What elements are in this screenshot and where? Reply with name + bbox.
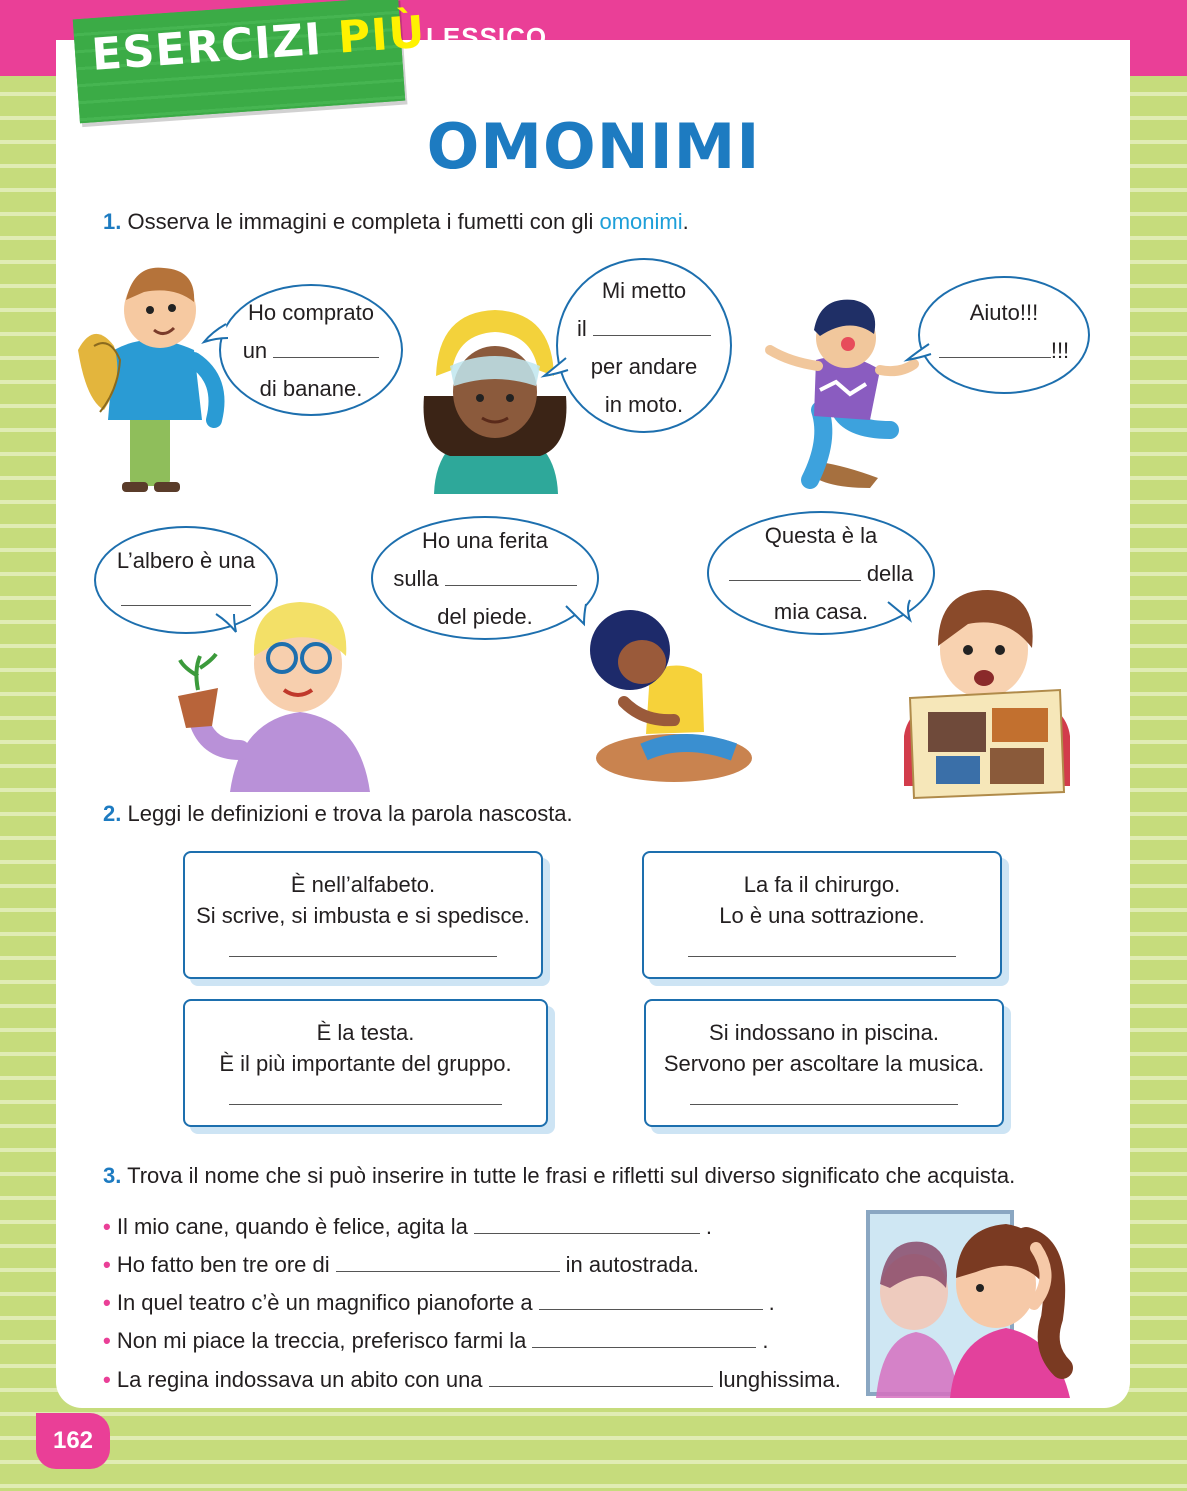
sentence4-end: . bbox=[762, 1328, 769, 1353]
page-number: 162 bbox=[36, 1413, 110, 1469]
boy-bananas-illustration bbox=[74, 250, 234, 498]
sentence-5 bbox=[103, 1367, 841, 1393]
sentence5-blank[interactable] bbox=[489, 1371, 713, 1387]
bubble3-blank[interactable] bbox=[939, 342, 1051, 358]
exercise1-number: 1. bbox=[103, 209, 122, 234]
sentence5-text: La regina indossava un abito con una bbox=[116, 1367, 483, 1392]
bullet-dot-icon: • bbox=[103, 1252, 111, 1277]
def2-line2: Lo è una sottrazione. bbox=[719, 903, 925, 928]
bubble5-line3: del piede. bbox=[437, 604, 533, 629]
def1-line2: Si scrive, si imbusta e si spedisce. bbox=[196, 903, 530, 928]
bubble1-word: un bbox=[242, 338, 268, 363]
bullet-dot-icon: • bbox=[103, 1214, 111, 1239]
sentence1-blank[interactable] bbox=[474, 1218, 700, 1234]
exercise1-text: Osserva le immagini e completa i fumetti con gli bbox=[127, 209, 594, 234]
bubble2-line2 bbox=[558, 310, 730, 348]
sentence1-text: Il mio cane, quando è felice, agita la bbox=[116, 1214, 468, 1239]
definition-box-4 bbox=[644, 999, 1004, 1127]
bubble-tail-icon bbox=[542, 356, 568, 378]
bullet-dot-icon: • bbox=[103, 1290, 111, 1315]
def4-line1: Si indossano in piscina. bbox=[709, 1020, 939, 1045]
speech-bubble-1 bbox=[219, 284, 403, 416]
sentence5-end: lunghissima. bbox=[718, 1367, 841, 1392]
badge-word-esercizi: ESERCIZI bbox=[90, 13, 324, 81]
boy-map-illustration bbox=[888, 586, 1084, 800]
exercise3-number: 3. bbox=[103, 1163, 122, 1188]
exercise1-period: . bbox=[682, 209, 689, 234]
def4-line2: Servono per ascoltare la musica. bbox=[663, 1051, 985, 1076]
bubble-tail-icon bbox=[202, 322, 228, 344]
def3-answer-line[interactable] bbox=[229, 1104, 502, 1105]
bullet-dot-icon: • bbox=[103, 1328, 111, 1353]
exercise3-instruction bbox=[103, 1163, 1015, 1189]
def3-line1: È la testa. bbox=[316, 1020, 415, 1045]
bubble-tail-icon bbox=[905, 342, 931, 364]
bubble3-line1: Aiuto!!! bbox=[969, 300, 1039, 325]
sentence-4 bbox=[103, 1328, 769, 1354]
bubble5-line2 bbox=[373, 560, 597, 598]
page-title: OMONIMI bbox=[426, 110, 761, 183]
sentence2-end: in autostrada. bbox=[565, 1252, 699, 1277]
sentence3-end: . bbox=[768, 1290, 775, 1315]
bubble5-word: sulla bbox=[393, 566, 439, 591]
girl-mirror-illustration bbox=[866, 1208, 1074, 1398]
girl-helmet-illustration bbox=[420, 306, 570, 494]
bubble6-line1: Questa è la bbox=[764, 523, 878, 548]
definition-box-2 bbox=[642, 851, 1002, 979]
bullet-dot-icon: • bbox=[103, 1367, 111, 1392]
sentence4-text: Non mi piace la treccia, preferisco farmi la bbox=[116, 1328, 527, 1353]
bubble4-line1: L’albero è una bbox=[116, 548, 256, 573]
bubble2-line4: in moto. bbox=[604, 392, 684, 417]
bubble2-line1: Mi metto bbox=[601, 278, 687, 303]
badge-word-piu: PIÙ bbox=[336, 6, 428, 64]
child-hurt-foot-illustration bbox=[584, 602, 752, 784]
bubble6-blank[interactable] bbox=[729, 565, 861, 581]
section-label: LESSICO bbox=[426, 22, 548, 52]
definition-box-3 bbox=[183, 999, 548, 1127]
sentence-2 bbox=[103, 1252, 699, 1278]
bubble1-line3: di banane. bbox=[259, 376, 363, 401]
bubble6-line3: mia casa. bbox=[773, 599, 869, 624]
sentence3-text: In quel teatro c’è un magnifico pianoforte a bbox=[116, 1290, 533, 1315]
bubble1-line1: Ho comprato bbox=[248, 300, 374, 325]
bubble6-word: della bbox=[866, 561, 914, 586]
boy-slipping-illustration bbox=[750, 290, 930, 500]
speech-bubble-2 bbox=[556, 258, 732, 433]
bubble2-line3: per andare bbox=[590, 354, 698, 379]
sentence3-blank[interactable] bbox=[539, 1294, 763, 1310]
speech-bubble-3 bbox=[918, 276, 1090, 394]
bubble5-blank[interactable] bbox=[445, 570, 577, 586]
sentence-1 bbox=[103, 1214, 712, 1240]
def2-answer-line[interactable] bbox=[688, 956, 956, 957]
def2-line1: La fa il chirurgo. bbox=[743, 872, 901, 897]
def1-line1: È nell’alfabeto. bbox=[290, 872, 436, 897]
bubble2-blank[interactable] bbox=[593, 320, 711, 336]
exercise3-text: Trova il nome che si può inserire in tutte le frasi e rifletti sul diverso significato che acquista. bbox=[127, 1163, 1016, 1188]
exercise2-text: Leggi le definizioni e trova la parola nascosta. bbox=[127, 801, 573, 826]
sentence2-text: Ho fatto ben tre ore di bbox=[116, 1252, 330, 1277]
def3-line2: È il più importante del gruppo. bbox=[219, 1051, 512, 1076]
sentence4-blank[interactable] bbox=[532, 1332, 756, 1348]
def1-answer-line[interactable] bbox=[229, 956, 497, 957]
bubble3-line2 bbox=[920, 332, 1088, 370]
sentence2-blank[interactable] bbox=[336, 1256, 560, 1272]
exercise1-highlight: omonimi bbox=[599, 209, 683, 234]
bubble5-line1: Ho una ferita bbox=[422, 528, 548, 553]
bubble1-blank[interactable] bbox=[273, 342, 379, 358]
exercise1-instruction bbox=[103, 209, 689, 235]
sentence1-end: . bbox=[705, 1214, 712, 1239]
bubble2-word: il bbox=[577, 316, 587, 341]
exercise2-number: 2. bbox=[103, 801, 122, 826]
definition-box-1 bbox=[183, 851, 543, 979]
bubble3-exclaim: !!! bbox=[1050, 338, 1070, 363]
exercise2-instruction bbox=[103, 801, 573, 827]
woman-plant-illustration bbox=[170, 600, 380, 792]
bubble1-line2 bbox=[221, 332, 401, 370]
sentence-3 bbox=[103, 1290, 775, 1316]
def4-answer-line[interactable] bbox=[690, 1104, 958, 1105]
